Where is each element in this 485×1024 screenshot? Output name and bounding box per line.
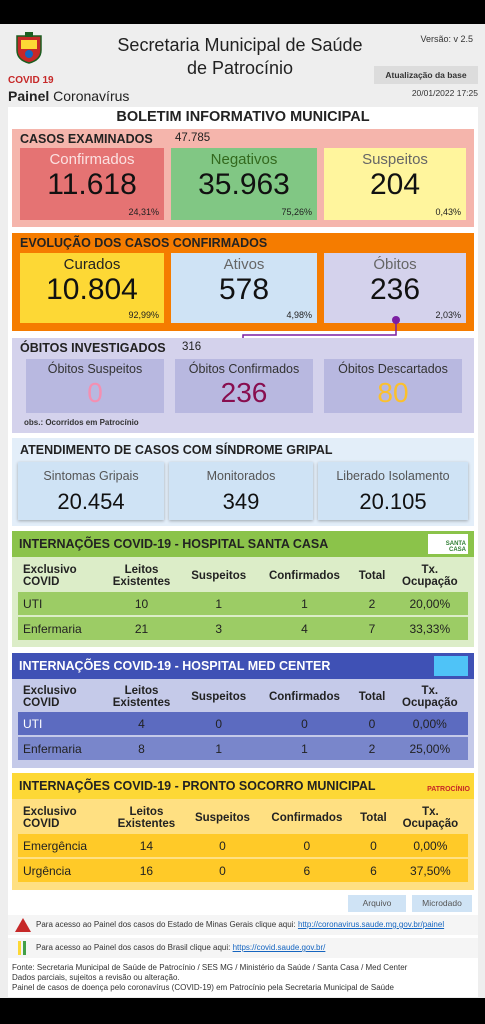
obitos-card[interactable]: Óbitos 236 2,03% [324,253,466,323]
version-label: Versão: v 2.5 [420,34,473,44]
board-title: BOLETIM INFORMATIVO MUNICIPAL [116,109,370,125]
br-link-row: Para acesso ao Painel dos casos do Brasil clique aqui: https://covid.saude.gov.br/ [8,938,478,958]
dashboard-page [0,24,485,998]
section-label: ATENDIMENTO DE CASOS COM SÍNDROME GRIPAL [20,443,333,457]
sindrome-gripal-section [12,438,474,526]
med-center-table [18,681,468,760]
obitos-suspeitos-card[interactable]: Óbitos Suspeitos 0 [26,359,164,413]
curados-card[interactable]: Curados 10.804 92,99% [20,253,164,323]
obitos-confirmados-card[interactable]: Óbitos Confirmados 236 [175,359,313,413]
sintomas-gripais-card[interactable]: Sintomas Gripais 20.454 [18,462,164,520]
painel-title: Painel Coronavírus [8,88,130,104]
table-row[interactable]: Emergência 14 0 0 0 0,00% [18,834,468,858]
pronto-socorro-section [12,773,474,890]
minas-gerais-icon [15,918,31,932]
med-center-section [12,653,474,768]
table-header-row: Exclusivo COVID Leitos Existentes Suspeitos Confirmados Total Tx. Ocupação [23,805,459,830]
santa-casa-logo: SANTA CASA [428,534,468,554]
obitos-note: obs.: Ocorridos em Patrocínio [24,418,139,427]
med-center-header: INTERNAÇÕES COVID-19 - HOSPITAL MED CENTER [12,653,474,679]
casos-examinados-section [12,129,474,227]
page-title: Secretaria Municipal de Saúde de Patrocínio [117,35,363,78]
update-button[interactable]: Atualização da base [374,66,478,84]
obitos-investigados-section [12,338,474,433]
prefeitura-logo: PATROCÍNIO [427,786,470,793]
brasil-icon [16,941,28,955]
negativos-card[interactable]: Negativos 35.963 75,26% [171,148,317,220]
city-coat-of-arms-icon [12,30,46,64]
med-center-logo [434,656,468,676]
pronto-socorro-table [18,801,468,882]
microdado-button[interactable]: Microdado [412,895,472,912]
pronto-socorro-header: INTERNAÇÕES COVID-19 - PRONTO SOCORRO MUNICIPAL [12,773,474,799]
santa-casa-table [18,559,468,640]
footer-notes: Fonte: Secretaria Municipal de Saúde de Patrocínio / SES MG / Ministério da Saúde / Santa Casa / Med Center Dados parciais, sujeitos a revisão ou alteração. Painel de casos de doença pelo coronavírus (COVID-19) em Patrocínio pela Secretaria Municipal de Saúde [12,963,408,992]
mg-link-row: Para acesso ao Painel dos casos do Estado de Minas Gerais clique aqui: http://coronavirus.saude.mg.gov.br/painel [8,915,478,935]
bulletin-board [8,107,478,997]
monitorados-card[interactable]: Monitorados 349 [169,462,313,520]
obitos-descartados-card[interactable]: Óbitos Descartados 80 [324,359,462,413]
table-row[interactable]: Enfermaria 8 1 1 2 25,00% [18,736,468,760]
obitos-total: 316 [182,341,202,353]
table-header-row: Exclusivo COVID Leitos Existentes Suspeitos Confirmados Total Tx. Ocupação [23,684,458,709]
table-row[interactable]: UTI 4 0 0 0 0,00% [18,712,468,736]
santa-casa-section [12,531,474,647]
br-painel-link[interactable]: https://covid.saude.gov.br/ [232,943,326,952]
header [0,24,485,107]
arquivo-button[interactable]: Arquivo [348,895,406,912]
section-label: CASOS EXAMINADOS [20,132,153,146]
section-label: EVOLUÇÃO DOS CASOS CONFIRMADOS [20,236,268,250]
section-label: ÓBITOS INVESTIGADOS [20,341,166,355]
table-row[interactable]: UTI 10 1 1 2 20,00% [18,592,468,616]
confirmados-card[interactable]: Confirmados 11.618 24,31% [20,148,164,220]
casos-total: 47.785 [175,132,211,144]
ativos-card[interactable]: Ativos 578 4,98% [171,253,317,323]
liberado-isolamento-card[interactable]: Liberado Isolamento 20.105 [318,462,468,520]
update-date: 20/01/2022 17:25 [411,88,478,98]
table-header-row: Exclusivo COVID Leitos Existentes Suspeitos Confirmados Total Tx. Ocupação [23,563,458,588]
table-row[interactable]: Enfermaria 21 3 4 7 33,33% [18,616,468,640]
suspeitos-card[interactable]: Suspeitos 204 0,43% [324,148,466,220]
santa-casa-header: INTERNAÇÕES COVID-19 - HOSPITAL SANTA CASA [12,531,474,557]
mg-painel-link[interactable]: http://coronavirus.saude.mg.gov.br/painel [297,920,445,929]
covid-label: COVID 19 [8,75,54,86]
table-row[interactable]: Urgência 16 0 6 6 37,50% [18,858,468,882]
